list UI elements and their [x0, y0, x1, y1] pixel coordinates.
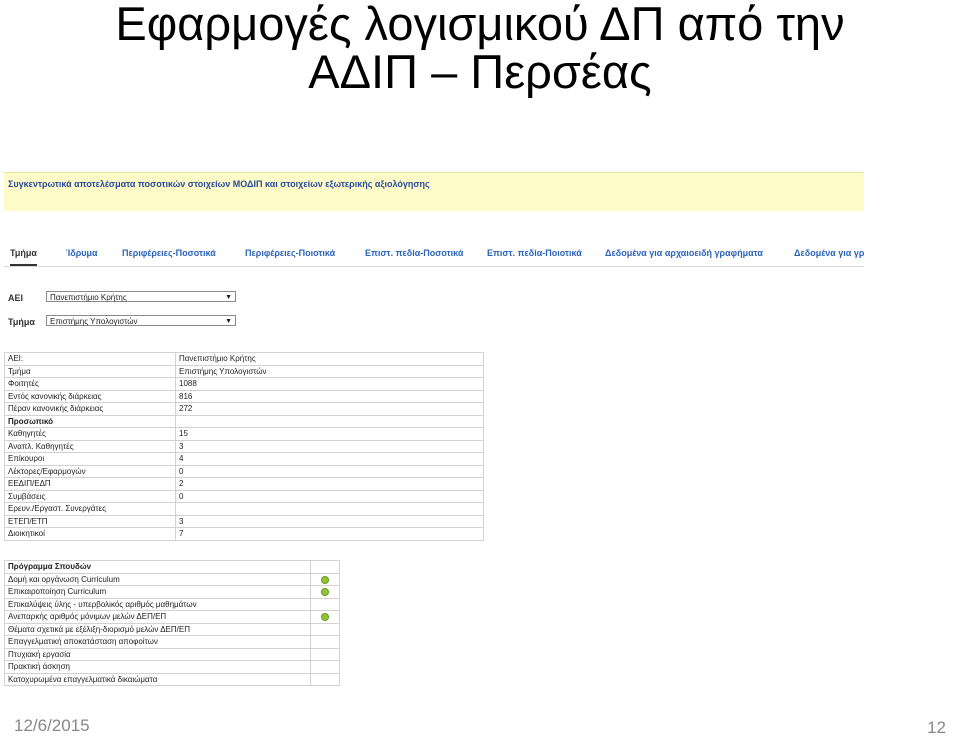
summary-value: 816	[176, 390, 484, 403]
tab-episthmonika-poiotika[interactable]: Επιστ. πεδία-Ποιοτικά	[487, 248, 582, 258]
aei-select-value: Πανεπιστήμιο Κρήτης	[50, 293, 127, 302]
tab-perifereies-posotika[interactable]: Περιφέρειες-Ποσοτικά	[122, 248, 216, 258]
summary-label: Συμβάσεις	[5, 490, 176, 503]
program-label: Θέματα σχετικά με εξέλιξη-διορισμό μελών ΔΕΠ/ΕΠ	[5, 623, 311, 636]
status-cell	[311, 648, 340, 661]
program-label: Ανεπαρκής αριθμός μόνιμων μελών ΔΕΠ/ΕΠ	[5, 611, 311, 624]
tab-idryma[interactable]: Ίδρυμα	[66, 248, 98, 258]
table-row	[5, 440, 484, 453]
program-label: Επαγγελματική αποκατάσταση αποφοίτων	[5, 636, 311, 649]
table-row	[5, 428, 484, 441]
status-cell	[311, 661, 340, 674]
summary-value: 15	[176, 428, 484, 441]
tab-dedomena-gr[interactable]: Δεδομένα για γρ	[794, 248, 864, 258]
summary-label: Πέραν κανονικής διάρκειας	[5, 403, 176, 416]
table-row	[5, 390, 484, 403]
tmima-label: Τμήμα	[8, 317, 35, 327]
status-cell	[311, 586, 340, 599]
table-row	[5, 515, 484, 528]
program-label: Επικαιροποίηση Curriculum	[5, 586, 311, 599]
table-row	[5, 378, 484, 391]
tab-dedomena-grafimata[interactable]: Δεδομένα για αρχαιοειδή γραφήματα	[605, 248, 763, 258]
program-label: Πρόγραμμα Σπουδών	[5, 561, 311, 574]
summary-label: Επίκουροι	[5, 453, 176, 466]
slide-date: 12/6/2015	[14, 716, 90, 735]
status-cell	[311, 673, 340, 686]
summary-label: Διοικητικοί	[5, 528, 176, 541]
slide-title	[0, 0, 960, 96]
status-dot-icon	[321, 588, 329, 596]
slide-number: 12	[927, 718, 946, 737]
summary-label: ΕΤΕΠ/ΕΤΠ	[5, 515, 176, 528]
dropdown-arrow-icon: ▼	[225, 294, 232, 301]
summary-label: Τμήμα	[5, 365, 176, 378]
summary-value	[176, 503, 484, 516]
table-row	[5, 623, 340, 636]
tab-episthmonika-posotika[interactable]: Επιστ. πεδία-Ποσοτικά	[365, 248, 464, 258]
program-table	[4, 560, 340, 686]
table-row	[5, 598, 340, 611]
status-cell	[311, 636, 340, 649]
summary-value: 3	[176, 515, 484, 528]
tab-tmima[interactable]: Τμήμα	[10, 248, 37, 266]
summary-value	[176, 415, 484, 428]
embedded-screenshot	[4, 170, 864, 690]
summary-value: 0	[176, 490, 484, 503]
tmima-select-value: Επιστήμης Υπολογιστών	[50, 317, 138, 326]
summary-value: 4	[176, 453, 484, 466]
table-row	[5, 503, 484, 516]
table-row	[5, 403, 484, 416]
tmima-select[interactable]	[46, 315, 236, 326]
summary-label: Φοιτητές	[5, 378, 176, 391]
dropdown-arrow-icon: ▼	[225, 318, 232, 325]
summary-label: Ερευν./Εργαστ. Συνεργάτες	[5, 503, 176, 516]
table-row	[5, 661, 340, 674]
summary-value: 3	[176, 440, 484, 453]
table-row	[5, 611, 340, 624]
table-row	[5, 561, 340, 574]
summary-label: ΑΕΙ:	[5, 353, 176, 366]
program-label: Κατοχυρωμένα επαγγελματικά δικαιώματα	[5, 673, 311, 686]
table-row	[5, 465, 484, 478]
table-row	[5, 478, 484, 491]
summary-label: Αναπλ. Καθηγητές	[5, 440, 176, 453]
table-row	[5, 415, 484, 428]
banner-text: Συγκεντρωτικά αποτελέσματα ποσοτικών στοιχείων ΜΟΔΙΠ και στοιχείων εξωτερικής αξιολόγησης	[8, 179, 430, 189]
status-cell	[311, 573, 340, 586]
summary-label: ΕΕΔΙΠ/ΕΔΠ	[5, 478, 176, 491]
table-row	[5, 490, 484, 503]
summary-value: 2	[176, 478, 484, 491]
tab-perifereies-poiotika[interactable]: Περιφέρειες-Ποιοτικά	[245, 248, 336, 258]
aei-select[interactable]	[46, 291, 236, 302]
summary-label: Προσωπικό	[5, 415, 176, 428]
table-row	[5, 673, 340, 686]
status-cell	[311, 611, 340, 624]
summary-value: 7	[176, 528, 484, 541]
program-label: Επικαλύψεις ύλης - υπερβολικός αριθμός μαθημάτων	[5, 598, 311, 611]
summary-label: Εντός κανονικής διάρκειας	[5, 390, 176, 403]
table-row	[5, 453, 484, 466]
status-dot-icon	[321, 576, 329, 584]
summary-label: Λέκτορες/Εφαρμογών	[5, 465, 176, 478]
aei-label: ΑΕΙ	[8, 293, 24, 303]
table-row	[5, 573, 340, 586]
table-row	[5, 365, 484, 378]
slide-title-line-2: ΑΔΙΠ – Περσέας	[308, 45, 652, 98]
summary-value: Επιστήμης Υπολογιστών	[176, 365, 484, 378]
table-row	[5, 648, 340, 661]
tab-bar	[4, 240, 864, 267]
results-banner	[4, 172, 864, 211]
program-label: Πρακτική άσκηση	[5, 661, 311, 674]
table-row	[5, 528, 484, 541]
status-cell	[311, 598, 340, 611]
status-cell	[311, 623, 340, 636]
summary-label: Καθηγητές	[5, 428, 176, 441]
program-label: Δομή και οργάνωση Curriculum	[5, 573, 311, 586]
summary-value: Πανεπιστήμιο Κρήτης	[176, 353, 484, 366]
table-row	[5, 636, 340, 649]
summary-value: 1088	[176, 378, 484, 391]
slide-title-line-1: Εφαρμογές λογισμικού ΔΠ από την	[115, 0, 845, 50]
summary-value: 272	[176, 403, 484, 416]
table-row	[5, 586, 340, 599]
summary-value: 0	[176, 465, 484, 478]
status-dot-icon	[321, 613, 329, 621]
status-cell	[311, 561, 340, 574]
summary-table	[4, 352, 484, 541]
table-row	[5, 353, 484, 366]
program-label: Πτυχιακή εργασία	[5, 648, 311, 661]
